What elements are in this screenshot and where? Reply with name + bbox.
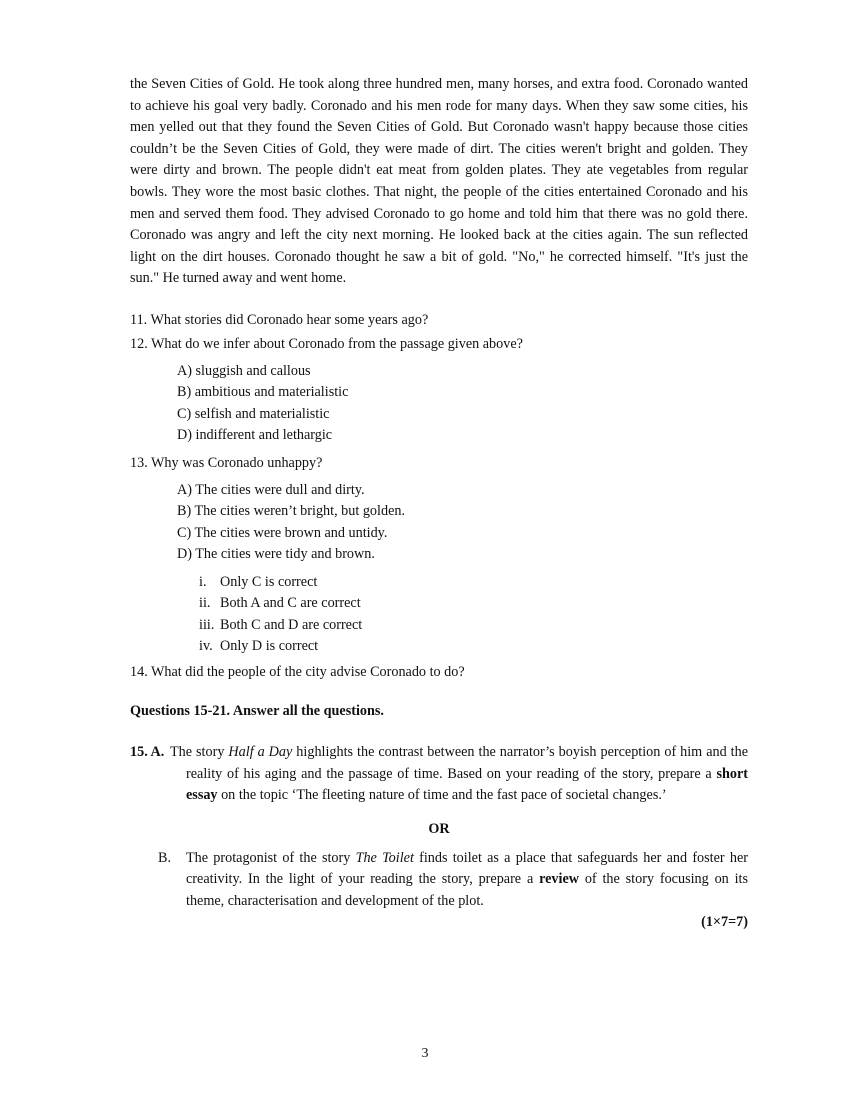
question-13-choices bbox=[199, 572, 748, 658]
question-12: 12. What do we infer about Coronado from the passage given above? bbox=[130, 335, 523, 352]
page-number: 3 bbox=[421, 1046, 429, 1061]
choice-number: iv. bbox=[199, 638, 213, 655]
choice bbox=[199, 572, 748, 594]
question-13: 13. Why was Coronado unhappy? bbox=[130, 454, 323, 471]
option: B) ambitious and materialistic bbox=[177, 384, 349, 401]
question-15b-text bbox=[186, 848, 748, 913]
story-title: The Toilet bbox=[355, 849, 414, 866]
question-paper-page bbox=[130, 74, 748, 931]
text-segment: highlights the contrast between the narrator’s boyish perception of him and the reality of his aging and the passage of time. Based on your reading of the story, prepare a bbox=[186, 743, 748, 782]
choice bbox=[199, 615, 748, 637]
choice-number: i. bbox=[199, 573, 207, 590]
marks-allocation: (1×7=7) bbox=[701, 913, 748, 930]
choice-number: iii. bbox=[199, 616, 215, 633]
question-13-options bbox=[177, 480, 748, 566]
option: C) selfish and materialistic bbox=[177, 405, 330, 422]
option: A) The cities were dull and dirty. bbox=[177, 481, 365, 498]
text-segment: The story bbox=[170, 743, 229, 760]
or-divider: OR bbox=[428, 820, 450, 837]
text-segment: of the story focusing on its theme, characterisation and development of the plot. bbox=[186, 871, 748, 909]
reading-passage: the Seven Cities of Gold. He took along three hundred men, many horses, and extra food. Coronado wanted to achieve his goal very badly. Coronado and his men rode for many days. When they saw some cities, his men yelled out that they found the Seven Cities of Gold. But Coronado wasn't happy because those cities couldn’t be the Seven Cities of Gold, they were made of dirt. The cities weren't bright and golden. They were dirty and brown. The people didn't eat meat from golden plates. They ate vegetables from regular bowls. They wore the most basic clothes. That night, the people of the cities entertained Coronado and his men and served them food. They advised Coronado to go home and told him that there was no gold there. Coronado was angry and left the city next morning. He looked back at the cities again. The sun reflected light on the dirt houses. Coronado thought he saw a bit of gold. "No," he corrected himself. "It's just the sun." He turned away and went home. bbox=[130, 76, 748, 287]
question-15b bbox=[130, 848, 748, 913]
text-segment: The protagonist of the story bbox=[186, 849, 356, 866]
emphasis: short essay bbox=[186, 765, 748, 804]
question-14: 14. What did the people of the city advise Coronado to do? bbox=[130, 663, 465, 680]
question-15a-label: 15. A. bbox=[130, 743, 165, 760]
choice-number: ii. bbox=[199, 595, 211, 612]
question-11: 11. What stories did Coronado hear some years ago? bbox=[130, 311, 429, 328]
option: B) The cities weren’t bright, but golden. bbox=[177, 503, 406, 520]
emphasis: review bbox=[539, 871, 579, 888]
question-15b-label: B. bbox=[158, 849, 172, 866]
story-title: Half a Day bbox=[228, 743, 293, 760]
choice-text: Both A and C are correct bbox=[220, 595, 361, 612]
choice bbox=[199, 593, 748, 615]
choice bbox=[199, 636, 748, 658]
option: D) The cities were tidy and brown. bbox=[177, 546, 375, 563]
choice-text: Only C is correct bbox=[220, 573, 318, 590]
section-heading: Questions 15-21. Answer all the questions. bbox=[130, 702, 384, 719]
text-segment: finds toilet as a place that safeguards her and foster her creativity. In the light of your reading the story, prepare a bbox=[186, 849, 748, 888]
option: D) indifferent and lethargic bbox=[177, 427, 333, 444]
text-segment: on the topic ‘The fleeting nature of time and the fast pace of societal changes.’ bbox=[217, 787, 667, 804]
choice-text: Both C and D are correct bbox=[220, 616, 363, 633]
option: C) The cities were brown and untidy. bbox=[177, 524, 388, 541]
question-15a bbox=[130, 742, 748, 807]
question-12-options bbox=[177, 361, 748, 447]
question-15a-text bbox=[170, 742, 748, 807]
option: A) sluggish and callous bbox=[177, 362, 311, 379]
choice-text: Only D is correct bbox=[220, 638, 319, 655]
